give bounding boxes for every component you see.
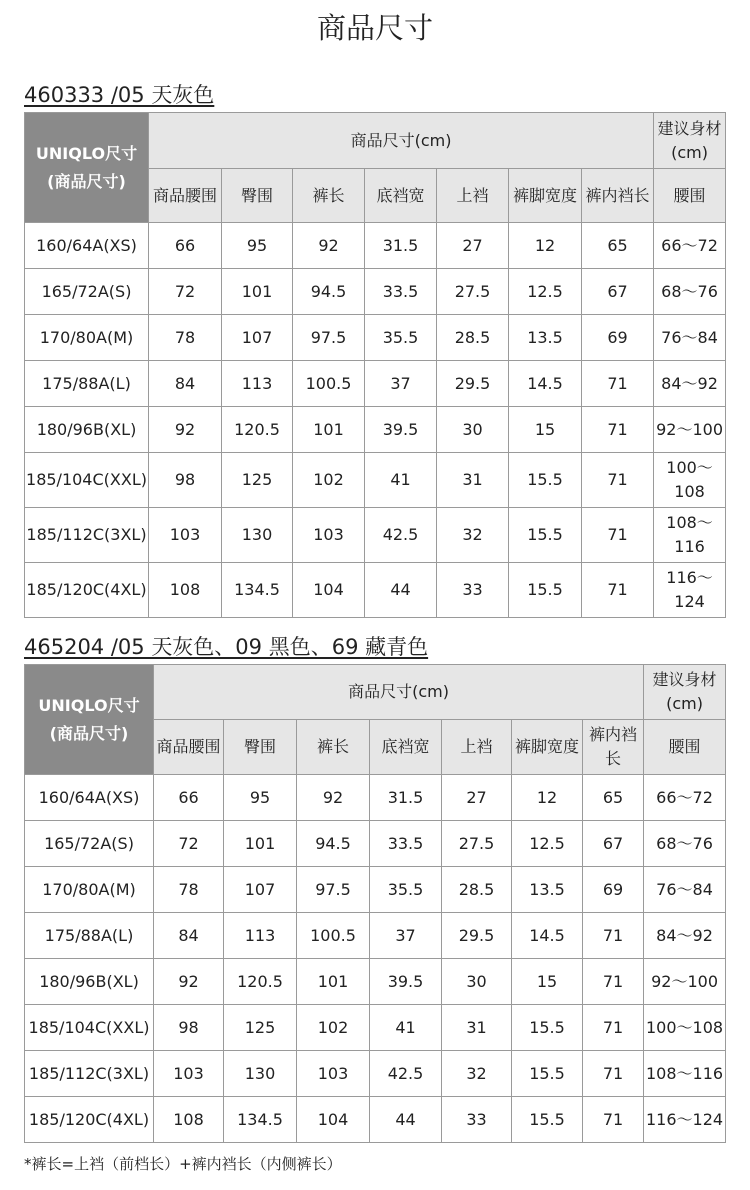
cell: 100.5 [293,361,365,407]
footnote: *裤长=上裆（前档长）+裤内裆长（内侧裤长） [24,1155,342,1173]
col-header-waist: 商品腰围 [154,720,224,775]
cell: 116～124 [644,1097,726,1143]
cell: 44 [370,1097,442,1143]
size-label: 160/64A(XS) [25,775,154,821]
size-label: 185/112C(3XL) [25,1051,154,1097]
cell: 66～72 [654,223,726,269]
table-row [25,563,726,618]
cell: 120.5 [224,959,297,1005]
cell: 66～72 [644,775,726,821]
cell: 71 [582,407,654,453]
table-row [25,361,726,407]
cell: 28.5 [437,315,509,361]
cell: 66 [149,223,222,269]
cell: 78 [154,867,224,913]
size-label: 170/80A(M) [25,867,154,913]
size-label: 160/64A(XS) [25,223,149,269]
col-header-rise: 上裆 [442,720,512,775]
cell: 98 [154,1005,224,1051]
cell: 103 [297,1051,370,1097]
cell: 101 [297,959,370,1005]
cell: 76～84 [644,867,726,913]
brand-size-sublabel: (商品尺寸) [47,171,126,191]
cell: 76～84 [654,315,726,361]
cell: 33.5 [365,269,437,315]
cell: 84～92 [644,913,726,959]
cell: 92～100 [654,407,726,453]
size-label: 165/72A(S) [25,269,149,315]
cell: 95 [222,223,293,269]
col-header-waist: 商品腰围 [149,169,222,223]
cell: 44 [365,563,437,618]
size-label: 180/96B(XL) [25,959,154,1005]
cell: 100～108 [644,1005,726,1051]
cell: 15.5 [509,453,582,508]
table-row [25,269,726,315]
col-header-hem-width: 裤脚宽度 [512,720,583,775]
cell: 27 [442,775,512,821]
cell: 71 [582,508,654,563]
cell: 14.5 [509,361,582,407]
table-row [25,407,726,453]
cell: 12.5 [512,821,583,867]
size-label: 175/88A(L) [25,913,154,959]
cell: 130 [222,508,293,563]
col-header-hip: 臀围 [222,169,293,223]
cell: 32 [442,1051,512,1097]
size-label: 165/72A(S) [25,821,154,867]
cell: 37 [365,361,437,407]
col-header-body-waist: 腰围 [654,169,726,223]
cell: 71 [583,1005,644,1051]
col-header-length: 裤长 [297,720,370,775]
cell: 97.5 [293,315,365,361]
table-row [25,223,726,269]
cell: 108～116 [654,508,726,563]
page-title: 商品尺寸 [316,11,433,45]
cell: 134.5 [224,1097,297,1143]
cell: 68～76 [654,269,726,315]
cell: 67 [583,821,644,867]
cell: 27 [437,223,509,269]
table-row [25,1051,726,1097]
cell: 71 [582,563,654,618]
size-label: 185/112C(3XL) [25,508,149,563]
section-title-465204: 465204 /05 天灰色、09 黑色、69 藏青色 [24,635,429,659]
cell: 67 [582,269,654,315]
cell: 15 [509,407,582,453]
cell: 39.5 [365,407,437,453]
cell: 94.5 [297,821,370,867]
table-row [25,867,726,913]
table-row [25,959,726,1005]
cell: 31 [442,1005,512,1051]
col-header-inseam: 裤内裆长 [582,169,654,223]
table-row [25,775,726,821]
cell: 92～100 [644,959,726,1005]
cell: 125 [222,453,293,508]
product-size-group-header: 商品尺寸(cm) [154,665,644,720]
cell: 41 [370,1005,442,1051]
cell: 30 [442,959,512,1005]
cell: 103 [149,508,222,563]
cell: 13.5 [512,867,583,913]
cell: 113 [222,361,293,407]
size-label: 185/104C(XXL) [25,453,149,508]
cell: 108 [149,563,222,618]
size-label: 185/104C(XXL) [25,1005,154,1051]
table-row [25,1097,726,1143]
cell: 37 [370,913,442,959]
cell: 134.5 [222,563,293,618]
brand-size-sublabel: (商品尺寸) [49,723,129,743]
cell: 101 [222,269,293,315]
cell: 103 [293,508,365,563]
table-row [25,315,726,361]
cell: 102 [297,1005,370,1051]
cell: 12 [509,223,582,269]
cell: 15 [512,959,583,1005]
section-title-460333: 460333 /05 天灰色 [24,83,215,107]
cell: 107 [222,315,293,361]
col-header-hem-width: 裤脚宽度 [509,169,582,223]
brand-size-header [25,113,149,223]
table-row [25,453,726,508]
cell: 15.5 [512,1005,583,1051]
cell: 92 [154,959,224,1005]
size-label: 185/120C(4XL) [25,1097,154,1143]
cell: 71 [583,913,644,959]
cell: 94.5 [293,269,365,315]
cell: 100.5 [297,913,370,959]
cell: 71 [583,1097,644,1143]
cell: 113 [224,913,297,959]
cell: 107 [224,867,297,913]
cell: 15.5 [509,508,582,563]
cell: 101 [224,821,297,867]
cell: 71 [582,453,654,508]
size-table-465204 [24,664,726,1143]
cell: 41 [365,453,437,508]
cell: 84 [149,361,222,407]
cell: 15.5 [512,1051,583,1097]
cell: 102 [293,453,365,508]
cell: 108 [154,1097,224,1143]
cell: 12 [512,775,583,821]
cell: 31.5 [370,775,442,821]
cell: 33 [442,1097,512,1143]
cell: 39.5 [370,959,442,1005]
cell: 103 [154,1051,224,1097]
cell: 108～116 [644,1051,726,1097]
col-header-crotch-width: 底裆宽 [370,720,442,775]
cell: 116～124 [654,563,726,618]
cell: 35.5 [365,315,437,361]
cell: 98 [149,453,222,508]
cell: 72 [154,821,224,867]
brand-size-header [25,665,154,775]
cell: 28.5 [442,867,512,913]
cell: 42.5 [365,508,437,563]
cell: 104 [297,1097,370,1143]
cell: 31 [437,453,509,508]
col-header-crotch-width: 底裆宽 [365,169,437,223]
cell: 125 [224,1005,297,1051]
cell: 71 [583,1051,644,1097]
size-label: 180/96B(XL) [25,407,149,453]
col-header-body-waist: 腰围 [644,720,726,775]
cell: 31.5 [365,223,437,269]
product-size-group-header: 商品尺寸(cm) [149,113,654,169]
cell: 120.5 [222,407,293,453]
col-header-length: 裤长 [293,169,365,223]
cell: 42.5 [370,1051,442,1097]
cell: 68～76 [644,821,726,867]
cell: 100～108 [654,453,726,508]
cell: 104 [293,563,365,618]
size-label: 185/120C(4XL) [25,563,149,618]
col-header-hip: 臀围 [224,720,297,775]
table-row [25,1005,726,1051]
table-row [25,821,726,867]
cell: 15.5 [512,1097,583,1143]
cell: 65 [582,223,654,269]
brand-size-label: UNIQLO尺寸 [35,143,138,163]
cell: 92 [149,407,222,453]
cell: 29.5 [442,913,512,959]
cell: 15.5 [509,563,582,618]
cell: 27.5 [442,821,512,867]
cell: 92 [297,775,370,821]
table-row [25,508,726,563]
cell: 32 [437,508,509,563]
table-row [25,913,726,959]
cell: 29.5 [437,361,509,407]
size-label: 175/88A(L) [25,361,149,407]
cell: 14.5 [512,913,583,959]
cell: 101 [293,407,365,453]
size-label: 170/80A(M) [25,315,149,361]
cell: 92 [293,223,365,269]
cell: 33 [437,563,509,618]
cell: 27.5 [437,269,509,315]
cell: 71 [583,959,644,1005]
cell: 69 [582,315,654,361]
cell: 13.5 [509,315,582,361]
recommended-body-header: 建议身材(cm) [654,113,726,169]
size-table-460333 [24,112,726,618]
cell: 95 [224,775,297,821]
cell: 84～92 [654,361,726,407]
cell: 30 [437,407,509,453]
recommended-body-header: 建议身材(cm) [644,665,726,720]
cell: 71 [582,361,654,407]
cell: 84 [154,913,224,959]
cell: 33.5 [370,821,442,867]
col-header-inseam: 裤内裆长 [583,720,644,775]
cell: 69 [583,867,644,913]
cell: 66 [154,775,224,821]
cell: 78 [149,315,222,361]
col-header-rise: 上裆 [437,169,509,223]
cell: 65 [583,775,644,821]
cell: 97.5 [297,867,370,913]
cell: 35.5 [370,867,442,913]
brand-size-label: UNIQLO尺寸 [38,695,140,715]
cell: 72 [149,269,222,315]
cell: 12.5 [509,269,582,315]
cell: 130 [224,1051,297,1097]
